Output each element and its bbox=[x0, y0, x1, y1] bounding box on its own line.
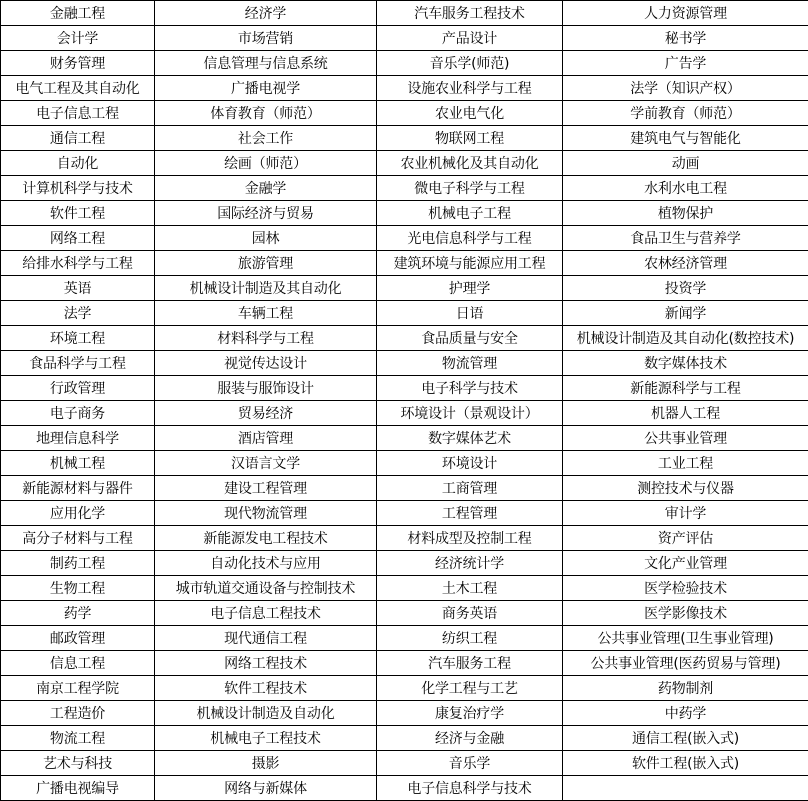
table-cell: 绘画（师范） bbox=[155, 151, 377, 176]
table-cell: 化学工程与工艺 bbox=[377, 676, 563, 701]
table-cell: 文化产业管理 bbox=[563, 551, 808, 576]
table-cell: 社会工作 bbox=[155, 126, 377, 151]
table-cell: 工业工程 bbox=[563, 451, 808, 476]
table-cell: 审计学 bbox=[563, 501, 808, 526]
table-row bbox=[1, 101, 808, 126]
table-cell: 电子信息工程 bbox=[1, 101, 155, 126]
table-row bbox=[1, 51, 808, 76]
table-cell: 机械工程 bbox=[1, 451, 155, 476]
table-cell: 制药工程 bbox=[1, 551, 155, 576]
table-cell: 环境设计 bbox=[377, 451, 563, 476]
table-row bbox=[1, 476, 808, 501]
table-row bbox=[1, 551, 808, 576]
table-cell: 食品质量与安全 bbox=[377, 326, 563, 351]
table-row bbox=[1, 301, 808, 326]
table-cell: 机械设计制造及自动化 bbox=[155, 701, 377, 726]
table-cell: 产品设计 bbox=[377, 26, 563, 51]
table-cell: 新能源科学与工程 bbox=[563, 376, 808, 401]
table-cell: 经济统计学 bbox=[377, 551, 563, 576]
table-cell: 物流管理 bbox=[377, 351, 563, 376]
table-row bbox=[1, 726, 808, 751]
table-row bbox=[1, 251, 808, 276]
table-cell: 给排水科学与工程 bbox=[1, 251, 155, 276]
table-cell: 汽车服务工程技术 bbox=[377, 1, 563, 26]
table-cell: 电子信息科学与技术 bbox=[377, 776, 563, 801]
table-cell: 公共事业管理(医药贸易与管理) bbox=[563, 651, 808, 676]
table-cell: 计算机科学与技术 bbox=[1, 176, 155, 201]
table-cell: 汽车服务工程 bbox=[377, 651, 563, 676]
table-cell: 药学 bbox=[1, 601, 155, 626]
table-cell: 自动化 bbox=[1, 151, 155, 176]
table-row bbox=[1, 276, 808, 301]
table-cell: 摄影 bbox=[155, 751, 377, 776]
table-cell: 机械电子工程 bbox=[377, 201, 563, 226]
table-row bbox=[1, 151, 808, 176]
table-cell: 音乐学 bbox=[377, 751, 563, 776]
table-cell: 新闻学 bbox=[563, 301, 808, 326]
table-row bbox=[1, 176, 808, 201]
table-cell: 设施农业科学与工程 bbox=[377, 76, 563, 101]
table-cell: 测控技术与仪器 bbox=[563, 476, 808, 501]
table-row bbox=[1, 676, 808, 701]
table-row bbox=[1, 526, 808, 551]
table-cell: 经济学 bbox=[155, 1, 377, 26]
table-cell: 植物保护 bbox=[563, 201, 808, 226]
table-cell: 建筑电气与智能化 bbox=[563, 126, 808, 151]
table-cell: 市场营销 bbox=[155, 26, 377, 51]
table-cell: 广播电视编导 bbox=[1, 776, 155, 801]
table-row bbox=[1, 126, 808, 151]
table-cell: 英语 bbox=[1, 276, 155, 301]
table-cell: 材料科学与工程 bbox=[155, 326, 377, 351]
table-cell: 园林 bbox=[155, 226, 377, 251]
table-cell: 软件工程技术 bbox=[155, 676, 377, 701]
table-cell: 投资学 bbox=[563, 276, 808, 301]
table-cell: 现代通信工程 bbox=[155, 626, 377, 651]
table-cell: 软件工程(嵌入式) bbox=[563, 751, 808, 776]
table-cell: 金融工程 bbox=[1, 1, 155, 26]
table-cell: 农林经济管理 bbox=[563, 251, 808, 276]
table-cell: 康复治疗学 bbox=[377, 701, 563, 726]
table-cell: 贸易经济 bbox=[155, 401, 377, 426]
table-cell: 物联网工程 bbox=[377, 126, 563, 151]
table-cell: 物流工程 bbox=[1, 726, 155, 751]
table-cell: 电子科学与技术 bbox=[377, 376, 563, 401]
table-cell: 医学检验技术 bbox=[563, 576, 808, 601]
table-cell: 体育教育（师范） bbox=[155, 101, 377, 126]
table-cell: 信息管理与信息系统 bbox=[155, 51, 377, 76]
table-row bbox=[1, 451, 808, 476]
table-row bbox=[1, 776, 808, 801]
table-row bbox=[1, 626, 808, 651]
table-cell: 土木工程 bbox=[377, 576, 563, 601]
table-cell: 机械设计制造及其自动化 bbox=[155, 276, 377, 301]
table-cell: 动画 bbox=[563, 151, 808, 176]
table-cell: 工程造价 bbox=[1, 701, 155, 726]
table-cell: 秘书学 bbox=[563, 26, 808, 51]
table-cell: 视觉传达设计 bbox=[155, 351, 377, 376]
table-cell: 金融学 bbox=[155, 176, 377, 201]
table-cell: 食品科学与工程 bbox=[1, 351, 155, 376]
table-cell: 酒店管理 bbox=[155, 426, 377, 451]
table-cell: 通信工程 bbox=[1, 126, 155, 151]
table-row bbox=[1, 401, 808, 426]
table-cell: 高分子材料与工程 bbox=[1, 526, 155, 551]
table-cell: 农业电气化 bbox=[377, 101, 563, 126]
table-row bbox=[1, 226, 808, 251]
table-cell: 新能源材料与器件 bbox=[1, 476, 155, 501]
table-cell: 药物制剂 bbox=[563, 676, 808, 701]
table-cell: 法学（知识产权） bbox=[563, 76, 808, 101]
table-cell: 电子信息工程技术 bbox=[155, 601, 377, 626]
table-cell: 网络工程 bbox=[1, 226, 155, 251]
table-cell: 建设工程管理 bbox=[155, 476, 377, 501]
table-cell: 商务英语 bbox=[377, 601, 563, 626]
table-cell: 电子商务 bbox=[1, 401, 155, 426]
table-cell: 医学影像技术 bbox=[563, 601, 808, 626]
table-cell: 新能源发电工程技术 bbox=[155, 526, 377, 551]
table-cell: 网络与新媒体 bbox=[155, 776, 377, 801]
table-row bbox=[1, 601, 808, 626]
table-cell: 应用化学 bbox=[1, 501, 155, 526]
table-cell: 广播电视学 bbox=[155, 76, 377, 101]
table-cell: 软件工程 bbox=[1, 201, 155, 226]
table-cell: 环境工程 bbox=[1, 326, 155, 351]
table-row bbox=[1, 26, 808, 51]
table-cell: 食品卫生与营养学 bbox=[563, 226, 808, 251]
table-row bbox=[1, 326, 808, 351]
table-row bbox=[1, 576, 808, 601]
table-cell: 公共事业管理(卫生事业管理) bbox=[563, 626, 808, 651]
table-row bbox=[1, 751, 808, 776]
table-cell: 水利水电工程 bbox=[563, 176, 808, 201]
table-cell: 环境设计（景观设计） bbox=[377, 401, 563, 426]
table-cell: 纺织工程 bbox=[377, 626, 563, 651]
table-cell: 地理信息科学 bbox=[1, 426, 155, 451]
table-cell: 城市轨道交通设备与控制技术 bbox=[155, 576, 377, 601]
table-cell: 经济与金融 bbox=[377, 726, 563, 751]
table-cell: 数字媒体技术 bbox=[563, 351, 808, 376]
table-cell: 南京工程学院 bbox=[1, 676, 155, 701]
table-cell: 生物工程 bbox=[1, 576, 155, 601]
table-cell: 公共事业管理 bbox=[563, 426, 808, 451]
table-cell: 汉语言文学 bbox=[155, 451, 377, 476]
table-cell: 机器人工程 bbox=[563, 401, 808, 426]
table-cell: 音乐学(师范) bbox=[377, 51, 563, 76]
table-row bbox=[1, 701, 808, 726]
table-cell: 服装与服饰设计 bbox=[155, 376, 377, 401]
table-row bbox=[1, 651, 808, 676]
table-cell: 工商管理 bbox=[377, 476, 563, 501]
table-cell: 广告学 bbox=[563, 51, 808, 76]
table-cell: 建筑环境与能源应用工程 bbox=[377, 251, 563, 276]
table-cell: 行政管理 bbox=[1, 376, 155, 401]
table-cell: 数字媒体艺术 bbox=[377, 426, 563, 451]
table-cell: 旅游管理 bbox=[155, 251, 377, 276]
table-row bbox=[1, 426, 808, 451]
table-cell: 机械电子工程技术 bbox=[155, 726, 377, 751]
table-cell bbox=[563, 776, 808, 801]
table-cell: 法学 bbox=[1, 301, 155, 326]
table-cell: 艺术与科技 bbox=[1, 751, 155, 776]
table-cell: 护理学 bbox=[377, 276, 563, 301]
table-cell: 邮政管理 bbox=[1, 626, 155, 651]
table-cell: 会计学 bbox=[1, 26, 155, 51]
majors-table-body bbox=[1, 1, 808, 801]
table-cell: 农业机械化及其自动化 bbox=[377, 151, 563, 176]
table-cell: 网络工程技术 bbox=[155, 651, 377, 676]
table-row bbox=[1, 376, 808, 401]
table-row bbox=[1, 201, 808, 226]
table-cell: 光电信息科学与工程 bbox=[377, 226, 563, 251]
table-cell: 日语 bbox=[377, 301, 563, 326]
table-cell: 财务管理 bbox=[1, 51, 155, 76]
table-cell: 资产评估 bbox=[563, 526, 808, 551]
table-cell: 现代物流管理 bbox=[155, 501, 377, 526]
table-row bbox=[1, 351, 808, 376]
table-cell: 人力资源管理 bbox=[563, 1, 808, 26]
table-cell: 中药学 bbox=[563, 701, 808, 726]
table-row bbox=[1, 1, 808, 26]
table-cell: 机械设计制造及其自动化(数控技术) bbox=[563, 326, 808, 351]
table-cell: 车辆工程 bbox=[155, 301, 377, 326]
table-cell: 通信工程(嵌入式) bbox=[563, 726, 808, 751]
table-row bbox=[1, 501, 808, 526]
table-cell: 电气工程及其自动化 bbox=[1, 76, 155, 101]
table-cell: 材料成型及控制工程 bbox=[377, 526, 563, 551]
table-cell: 国际经济与贸易 bbox=[155, 201, 377, 226]
table-cell: 学前教育（师范） bbox=[563, 101, 808, 126]
table-row bbox=[1, 76, 808, 101]
table-cell: 工程管理 bbox=[377, 501, 563, 526]
table-cell: 微电子科学与工程 bbox=[377, 176, 563, 201]
table-cell: 自动化技术与应用 bbox=[155, 551, 377, 576]
table-cell: 信息工程 bbox=[1, 651, 155, 676]
